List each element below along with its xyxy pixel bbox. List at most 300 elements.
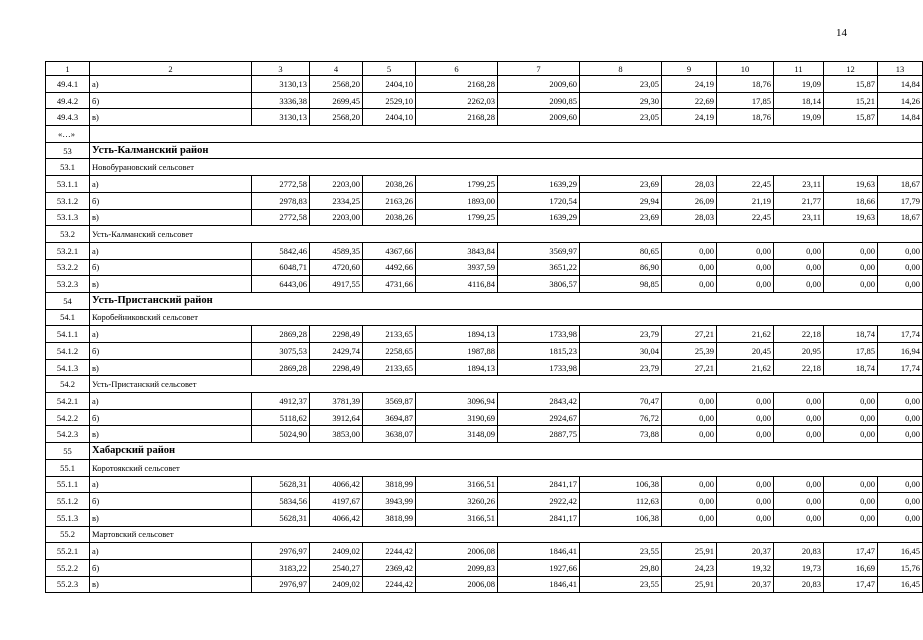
value-cell: 17,47	[824, 543, 878, 560]
value-cell: 23,79	[580, 326, 662, 343]
value-cell: 0,00	[717, 259, 774, 276]
value-cell: 2203,00	[310, 209, 363, 226]
settlement-code: 54.2	[46, 376, 90, 393]
row-label: б)	[90, 493, 252, 510]
table-row	[46, 326, 923, 343]
value-cell: 1733,98	[498, 326, 580, 343]
value-cell: 3336,38	[252, 92, 310, 109]
value-cell: 0,00	[878, 476, 923, 493]
value-cell: 19,09	[774, 109, 824, 126]
value-cell: 0,00	[774, 393, 824, 410]
value-cell: 4066,42	[310, 476, 363, 493]
value-cell: 18,66	[824, 192, 878, 209]
value-cell: 20,83	[774, 576, 824, 593]
value-cell: 5628,31	[252, 509, 310, 526]
value-cell: 4197,67	[310, 493, 363, 510]
value-cell: 23,05	[580, 76, 662, 93]
value-cell: 30,04	[580, 343, 662, 360]
value-cell: 15,76	[878, 559, 923, 576]
value-cell: 20,37	[717, 576, 774, 593]
ellipsis-filler	[90, 126, 923, 143]
value-cell: 23,69	[580, 176, 662, 193]
table-row	[46, 359, 923, 376]
value-cell: 0,00	[662, 259, 717, 276]
table-body	[46, 62, 923, 593]
value-cell: 2404,10	[363, 109, 416, 126]
value-cell: 73,88	[580, 426, 662, 443]
value-cell: 4492,66	[363, 259, 416, 276]
value-cell: 2009,60	[498, 76, 580, 93]
value-cell: 20,83	[774, 543, 824, 560]
value-cell: 2922,42	[498, 493, 580, 510]
value-cell: 2409,02	[310, 576, 363, 593]
value-cell: 23,55	[580, 576, 662, 593]
value-cell: 3130,13	[252, 109, 310, 126]
value-cell: 23,79	[580, 359, 662, 376]
value-cell: 2133,65	[363, 326, 416, 343]
row-label: в)	[90, 109, 252, 126]
settlement-name: Новобурановский сельсовет	[90, 159, 923, 176]
value-cell: 0,00	[717, 476, 774, 493]
value-cell: 1894,13	[416, 359, 498, 376]
value-cell: 2168,28	[416, 109, 498, 126]
value-cell: 18,76	[717, 76, 774, 93]
column-header: 5	[363, 62, 416, 76]
value-cell: 3912,64	[310, 409, 363, 426]
row-label: а)	[90, 393, 252, 410]
table-row	[46, 176, 923, 193]
district-name: Хабарский район	[90, 443, 923, 460]
value-cell: 2699,45	[310, 92, 363, 109]
row-label: а)	[90, 543, 252, 560]
row-code: 53.1.2	[46, 192, 90, 209]
value-cell: 21,77	[774, 192, 824, 209]
page-number: 14	[836, 27, 847, 39]
value-cell: 4731,66	[363, 276, 416, 293]
value-cell: 3148,09	[416, 426, 498, 443]
value-cell: 0,00	[662, 409, 717, 426]
value-cell: 14,84	[878, 76, 923, 93]
settlement-row	[46, 526, 923, 543]
value-cell: 18,76	[717, 109, 774, 126]
value-cell: 21,62	[717, 359, 774, 376]
value-cell: 4589,35	[310, 242, 363, 259]
value-cell: 2772,58	[252, 209, 310, 226]
value-cell: 22,69	[662, 92, 717, 109]
column-header: 4	[310, 62, 363, 76]
value-cell: 3694,87	[363, 409, 416, 426]
row-code: 54.1.3	[46, 359, 90, 376]
row-code: 55.1.2	[46, 493, 90, 510]
value-cell: 4066,42	[310, 509, 363, 526]
value-cell: 3818,99	[363, 509, 416, 526]
district-name: Усть-Калманский район	[90, 142, 923, 159]
row-code: 49.4.2	[46, 92, 90, 109]
value-cell: 3260,26	[416, 493, 498, 510]
value-cell: 1846,41	[498, 576, 580, 593]
value-cell: 2163,26	[363, 192, 416, 209]
value-cell: 29,94	[580, 192, 662, 209]
row-label: б)	[90, 559, 252, 576]
row-code: 49.4.1	[46, 76, 90, 93]
value-cell: 27,21	[662, 359, 717, 376]
value-cell: 0,00	[774, 493, 824, 510]
value-cell: 21,19	[717, 192, 774, 209]
row-label: в)	[90, 426, 252, 443]
district-code: 53	[46, 142, 90, 159]
value-cell: 2090,85	[498, 92, 580, 109]
row-code: 54.1.2	[46, 343, 90, 360]
row-code: 53.1.3	[46, 209, 90, 226]
ellipsis-mark: «…»	[46, 126, 90, 143]
value-cell: 2841,17	[498, 509, 580, 526]
value-cell: 22,45	[717, 176, 774, 193]
row-code: 54.2.1	[46, 393, 90, 410]
value-cell: 23,55	[580, 543, 662, 560]
column-header: 10	[717, 62, 774, 76]
row-code: 55.2.2	[46, 559, 90, 576]
value-cell: 23,11	[774, 176, 824, 193]
value-cell: 0,00	[878, 393, 923, 410]
value-cell: 2298,49	[310, 359, 363, 376]
value-cell: 1894,13	[416, 326, 498, 343]
settlement-row	[46, 459, 923, 476]
value-cell: 2099,83	[416, 559, 498, 576]
value-cell: 0,00	[717, 393, 774, 410]
row-label: а)	[90, 326, 252, 343]
value-cell: 0,00	[878, 276, 923, 293]
value-cell: 0,00	[717, 409, 774, 426]
value-cell: 14,26	[878, 92, 923, 109]
value-cell: 1639,29	[498, 209, 580, 226]
value-cell: 2887,75	[498, 426, 580, 443]
column-header: 12	[824, 62, 878, 76]
value-cell: 2978,83	[252, 192, 310, 209]
value-cell: 0,00	[662, 242, 717, 259]
value-cell: 15,21	[824, 92, 878, 109]
value-cell: 80,65	[580, 242, 662, 259]
value-cell: 0,00	[717, 426, 774, 443]
value-cell: 18,74	[824, 359, 878, 376]
value-cell: 4367,66	[363, 242, 416, 259]
table-row	[46, 393, 923, 410]
value-cell: 3569,87	[363, 393, 416, 410]
column-header: 13	[878, 62, 923, 76]
value-cell: 2009,60	[498, 109, 580, 126]
table-row	[46, 476, 923, 493]
value-cell: 4116,84	[416, 276, 498, 293]
row-code: 55.2.1	[46, 543, 90, 560]
row-label: в)	[90, 276, 252, 293]
value-cell: 0,00	[878, 493, 923, 510]
value-cell: 3183,22	[252, 559, 310, 576]
value-cell: 5628,31	[252, 476, 310, 493]
value-cell: 1639,29	[498, 176, 580, 193]
value-cell: 22,18	[774, 326, 824, 343]
value-cell: 3943,99	[363, 493, 416, 510]
value-cell: 17,85	[824, 343, 878, 360]
value-cell: 25,91	[662, 576, 717, 593]
row-code: 54.1.1	[46, 326, 90, 343]
value-cell: 0,00	[774, 276, 824, 293]
column-header: 1	[46, 62, 90, 76]
table-row	[46, 242, 923, 259]
value-cell: 70,47	[580, 393, 662, 410]
value-cell: 19,09	[774, 76, 824, 93]
table-row	[46, 209, 923, 226]
value-cell: 112,63	[580, 493, 662, 510]
value-cell: 3130,13	[252, 76, 310, 93]
value-cell: 17,47	[824, 576, 878, 593]
value-cell: 3937,59	[416, 259, 498, 276]
column-header: 3	[252, 62, 310, 76]
district-code: 54	[46, 292, 90, 309]
value-cell: 106,38	[580, 509, 662, 526]
column-header: 7	[498, 62, 580, 76]
value-cell: 18,14	[774, 92, 824, 109]
value-cell: 3818,99	[363, 476, 416, 493]
district-code: 55	[46, 443, 90, 460]
value-cell: 29,80	[580, 559, 662, 576]
tariff-table	[45, 61, 923, 593]
table-row	[46, 92, 923, 109]
value-cell: 0,00	[662, 476, 717, 493]
value-cell: 24,19	[662, 109, 717, 126]
value-cell: 0,00	[878, 259, 923, 276]
value-cell: 3166,51	[416, 509, 498, 526]
settlement-code: 53.1	[46, 159, 90, 176]
value-cell: 1720,54	[498, 192, 580, 209]
value-cell: 0,00	[774, 509, 824, 526]
value-cell: 0,00	[662, 509, 717, 526]
table-row	[46, 409, 923, 426]
value-cell: 0,00	[774, 242, 824, 259]
value-cell: 19,63	[824, 176, 878, 193]
value-cell: 5118,62	[252, 409, 310, 426]
value-cell: 0,00	[717, 509, 774, 526]
value-cell: 2568,20	[310, 109, 363, 126]
value-cell: 19,32	[717, 559, 774, 576]
table-row	[46, 343, 923, 360]
value-cell: 4917,55	[310, 276, 363, 293]
value-cell: 0,00	[774, 259, 824, 276]
value-cell: 25,39	[662, 343, 717, 360]
settlement-name: Усть-Калманский сельсовет	[90, 226, 923, 243]
value-cell: 0,00	[717, 276, 774, 293]
settlement-row	[46, 309, 923, 326]
value-cell: 2038,26	[363, 176, 416, 193]
value-cell: 15,87	[824, 109, 878, 126]
value-cell: 17,79	[878, 192, 923, 209]
value-cell: 0,00	[717, 242, 774, 259]
value-cell: 6443,06	[252, 276, 310, 293]
value-cell: 2529,10	[363, 92, 416, 109]
value-cell: 0,00	[717, 493, 774, 510]
row-label: а)	[90, 76, 252, 93]
value-cell: 20,95	[774, 343, 824, 360]
row-label: а)	[90, 176, 252, 193]
value-cell: 0,00	[824, 426, 878, 443]
value-cell: 0,00	[662, 276, 717, 293]
row-label: в)	[90, 209, 252, 226]
settlement-name: Усть-Пристанский сельсовет	[90, 376, 923, 393]
value-cell: 2924,67	[498, 409, 580, 426]
value-cell: 2869,28	[252, 359, 310, 376]
row-label: в)	[90, 509, 252, 526]
value-cell: 2244,42	[363, 543, 416, 560]
value-cell: 16,94	[878, 343, 923, 360]
table-row	[46, 576, 923, 593]
value-cell: 2298,49	[310, 326, 363, 343]
row-code: 49.4.3	[46, 109, 90, 126]
value-cell: 0,00	[878, 242, 923, 259]
value-cell: 2244,42	[363, 576, 416, 593]
value-cell: 21,62	[717, 326, 774, 343]
value-cell: 16,45	[878, 576, 923, 593]
value-cell: 0,00	[878, 509, 923, 526]
value-cell: 2409,02	[310, 543, 363, 560]
row-label: а)	[90, 476, 252, 493]
value-cell: 2369,42	[363, 559, 416, 576]
row-code: 55.1.3	[46, 509, 90, 526]
value-cell: 23,69	[580, 209, 662, 226]
value-cell: 27,21	[662, 326, 717, 343]
table-row	[46, 493, 923, 510]
row-label: б)	[90, 409, 252, 426]
value-cell: 28,03	[662, 176, 717, 193]
value-cell: 2168,28	[416, 76, 498, 93]
value-cell: 2869,28	[252, 326, 310, 343]
row-label: в)	[90, 576, 252, 593]
row-code: 55.1.1	[46, 476, 90, 493]
value-cell: 23,05	[580, 109, 662, 126]
value-cell: 1927,66	[498, 559, 580, 576]
value-cell: 16,69	[824, 559, 878, 576]
value-cell: 29,30	[580, 92, 662, 109]
settlement-name: Мартовский сельсовет	[90, 526, 923, 543]
value-cell: 4912,37	[252, 393, 310, 410]
settlement-code: 55.2	[46, 526, 90, 543]
value-cell: 28,03	[662, 209, 717, 226]
settlement-row	[46, 226, 923, 243]
district-row	[46, 292, 923, 309]
value-cell: 19,73	[774, 559, 824, 576]
row-label: а)	[90, 242, 252, 259]
value-cell: 18,67	[878, 209, 923, 226]
value-cell: 1815,23	[498, 343, 580, 360]
value-cell: 3853,00	[310, 426, 363, 443]
value-cell: 86,90	[580, 259, 662, 276]
settlement-code: 55.1	[46, 459, 90, 476]
settlement-name: Коротоякский сельсовет	[90, 459, 923, 476]
district-row	[46, 142, 923, 159]
value-cell: 3781,39	[310, 393, 363, 410]
value-cell: 2038,26	[363, 209, 416, 226]
row-code: 53.2.1	[46, 242, 90, 259]
value-cell: 0,00	[878, 409, 923, 426]
row-code: 55.2.3	[46, 576, 90, 593]
settlement-row	[46, 376, 923, 393]
value-cell: 2006,08	[416, 543, 498, 560]
value-cell: 17,74	[878, 359, 923, 376]
value-cell: 0,00	[774, 476, 824, 493]
table-row	[46, 76, 923, 93]
value-cell: 0,00	[662, 393, 717, 410]
table-row	[46, 109, 923, 126]
settlement-name: Коробейниковский сельсовет	[90, 309, 923, 326]
value-cell: 22,18	[774, 359, 824, 376]
value-cell: 2258,65	[363, 343, 416, 360]
value-cell: 0,00	[824, 509, 878, 526]
value-cell: 18,74	[824, 326, 878, 343]
value-cell: 24,23	[662, 559, 717, 576]
value-cell: 2404,10	[363, 76, 416, 93]
value-cell: 16,45	[878, 543, 923, 560]
settlement-row	[46, 159, 923, 176]
value-cell: 5024,90	[252, 426, 310, 443]
value-cell: 76,72	[580, 409, 662, 426]
value-cell: 0,00	[662, 493, 717, 510]
header-row	[46, 62, 923, 76]
value-cell: 1987,88	[416, 343, 498, 360]
value-cell: 0,00	[824, 493, 878, 510]
column-header: 2	[90, 62, 252, 76]
value-cell: 2568,20	[310, 76, 363, 93]
value-cell: 106,38	[580, 476, 662, 493]
table-row	[46, 559, 923, 576]
value-cell: 0,00	[824, 259, 878, 276]
value-cell: 3569,97	[498, 242, 580, 259]
value-cell: 2262,03	[416, 92, 498, 109]
value-cell: 25,91	[662, 543, 717, 560]
row-label: б)	[90, 343, 252, 360]
table-row	[46, 259, 923, 276]
value-cell: 2006,08	[416, 576, 498, 593]
ellipsis-row	[46, 126, 923, 143]
value-cell: 2976,97	[252, 576, 310, 593]
value-cell: 0,00	[878, 426, 923, 443]
value-cell: 17,74	[878, 326, 923, 343]
value-cell: 3166,51	[416, 476, 498, 493]
row-code: 53.2.3	[46, 276, 90, 293]
value-cell: 6048,71	[252, 259, 310, 276]
district-row	[46, 443, 923, 460]
row-label: б)	[90, 92, 252, 109]
table-row	[46, 509, 923, 526]
row-code: 53.2.2	[46, 259, 90, 276]
value-cell: 3190,69	[416, 409, 498, 426]
value-cell: 0,00	[824, 476, 878, 493]
value-cell: 1846,41	[498, 543, 580, 560]
value-cell: 1733,98	[498, 359, 580, 376]
value-cell: 19,63	[824, 209, 878, 226]
value-cell: 20,37	[717, 543, 774, 560]
value-cell: 0,00	[774, 426, 824, 443]
district-name: Усть-Пристанский район	[90, 292, 923, 309]
value-cell: 3843,84	[416, 242, 498, 259]
value-cell: 17,85	[717, 92, 774, 109]
settlement-code: 53.2	[46, 226, 90, 243]
value-cell: 20,45	[717, 343, 774, 360]
value-cell: 2334,25	[310, 192, 363, 209]
value-cell: 15,87	[824, 76, 878, 93]
value-cell: 2203,00	[310, 176, 363, 193]
value-cell: 5842,46	[252, 242, 310, 259]
value-cell: 0,00	[824, 276, 878, 293]
column-header: 9	[662, 62, 717, 76]
value-cell: 18,67	[878, 176, 923, 193]
value-cell: 24,19	[662, 76, 717, 93]
